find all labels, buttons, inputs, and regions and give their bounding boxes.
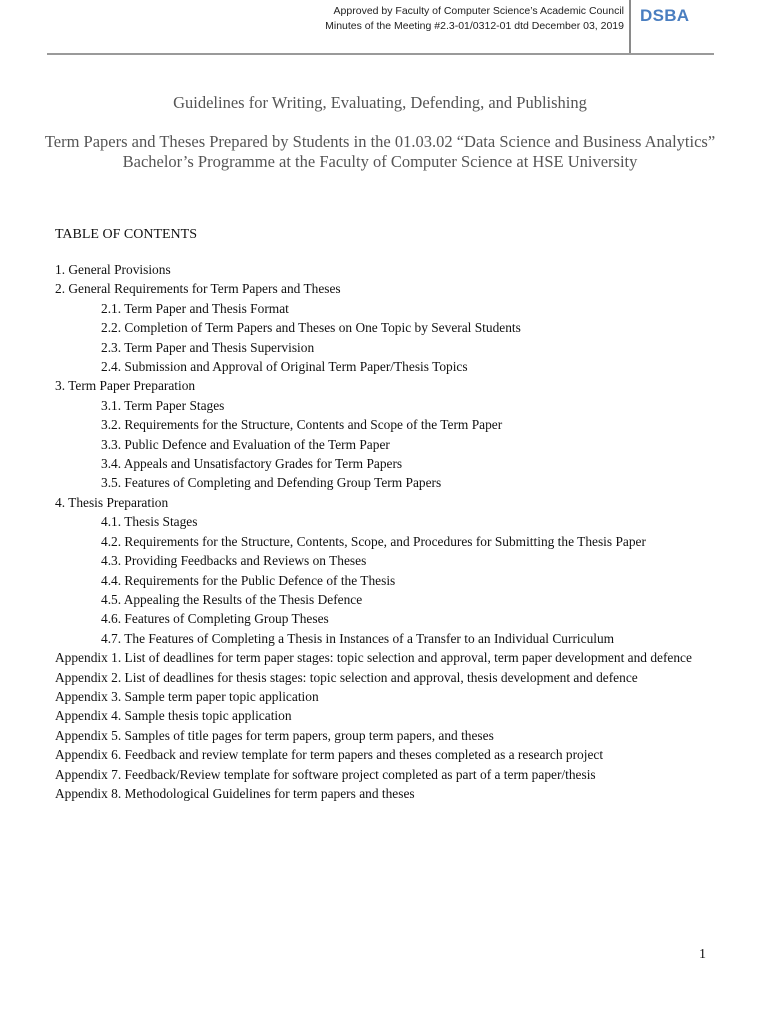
toc-entry: 4.5. Appealing the Results of the Thesis Defence xyxy=(101,591,363,607)
toc-entry: 4.4. Requirements for the Public Defence of the Thesis xyxy=(101,572,396,588)
toc-entry: 4.3. Providing Feedbacks and Reviews on Theses xyxy=(101,553,367,569)
dsba-logo: DSBA xyxy=(640,6,690,25)
table-of-contents xyxy=(55,260,705,803)
toc-entry: 3.3. Public Defence and Evaluation of the Term Paper xyxy=(101,436,390,452)
header-vertical-divider xyxy=(629,0,631,54)
toc-entry: 2.4. Submission and Approval of Original Term Paper/Thesis Topics xyxy=(101,359,468,375)
document-subtitle: Term Papers and Theses Prepared by Students in the 01.03.02 “Data Science and Business Analytics” Bachelor’s Programme at the Faculty of Computer Science at HSE University xyxy=(44,132,716,171)
page-number: 1 xyxy=(699,947,706,962)
toc-entry: Appendix 5. Samples of title pages for term papers, group term papers, and theses xyxy=(55,727,494,743)
toc-entry: Appendix 8. Methodological Guidelines for term papers and theses xyxy=(55,785,415,801)
toc-entry: 3.4. Appeals and Unsatisfactory Grades for Term Papers xyxy=(101,456,403,472)
toc-entry: Appendix 2. List of deadlines for thesis stages: topic selection and approval, thesis development and defence xyxy=(55,669,638,685)
toc-entry: 4.2. Requirements for the Structure, Contents, Scope, and Procedures for Submitting the Thesis Paper xyxy=(101,533,646,549)
approval-note xyxy=(204,4,624,34)
toc-entry: 3.1. Term Paper Stages xyxy=(101,397,225,413)
approval-line-2: Minutes of the Meeting #2.3-01/0312-01 dtd December 03, 2019 xyxy=(325,20,624,32)
toc-entry: 4. Thesis Preparation xyxy=(55,494,169,510)
header-horizontal-divider xyxy=(47,53,714,55)
toc-entry: 2.1. Term Paper and Thesis Format xyxy=(101,300,289,316)
toc-entry: Appendix 1. List of deadlines for term paper stages: topic selection and approval, term paper development and defence xyxy=(55,650,692,666)
toc-entry: Appendix 7. Feedback/Review template for software project completed as part of a term paper/thesis xyxy=(55,766,596,782)
toc-entry: 4.1. Thesis Stages xyxy=(101,514,198,530)
toc-entry: Appendix 6. Feedback and review template for term papers and theses completed as a research project xyxy=(55,747,604,763)
toc-entry: Appendix 4. Sample thesis topic application xyxy=(55,708,292,724)
toc-entry: 4.7. The Features of Completing a Thesis in Instances of a Transfer to an Individual Curriculum xyxy=(101,630,615,646)
toc-entry: 1. General Provisions xyxy=(55,262,171,277)
toc-entry: 4.6. Features of Completing Group Theses xyxy=(101,611,329,627)
approval-line-1: Approved by Faculty of Computer Science’s Academic Council xyxy=(333,5,624,17)
toc-entry: 2. General Requirements for Term Papers and Theses xyxy=(55,281,341,297)
toc-entry: 3.2. Requirements for the Structure, Contents and Scope of the Term Paper xyxy=(101,417,503,433)
toc-entry: Appendix 3. Sample term paper topic application xyxy=(55,688,319,704)
toc-entry: 2.3. Term Paper and Thesis Supervision xyxy=(101,339,315,355)
toc-entry: 3.5. Features of Completing and Defending Group Term Papers xyxy=(101,475,442,491)
document-title: Guidelines for Writing, Evaluating, Defending, and Publishing xyxy=(173,93,587,112)
toc-entry: 2.2. Completion of Term Papers and Theses on One Topic by Several Students xyxy=(101,320,521,336)
toc-heading: TABLE OF CONTENTS xyxy=(55,227,197,242)
toc-entry: 3. Term Paper Preparation xyxy=(55,378,196,394)
